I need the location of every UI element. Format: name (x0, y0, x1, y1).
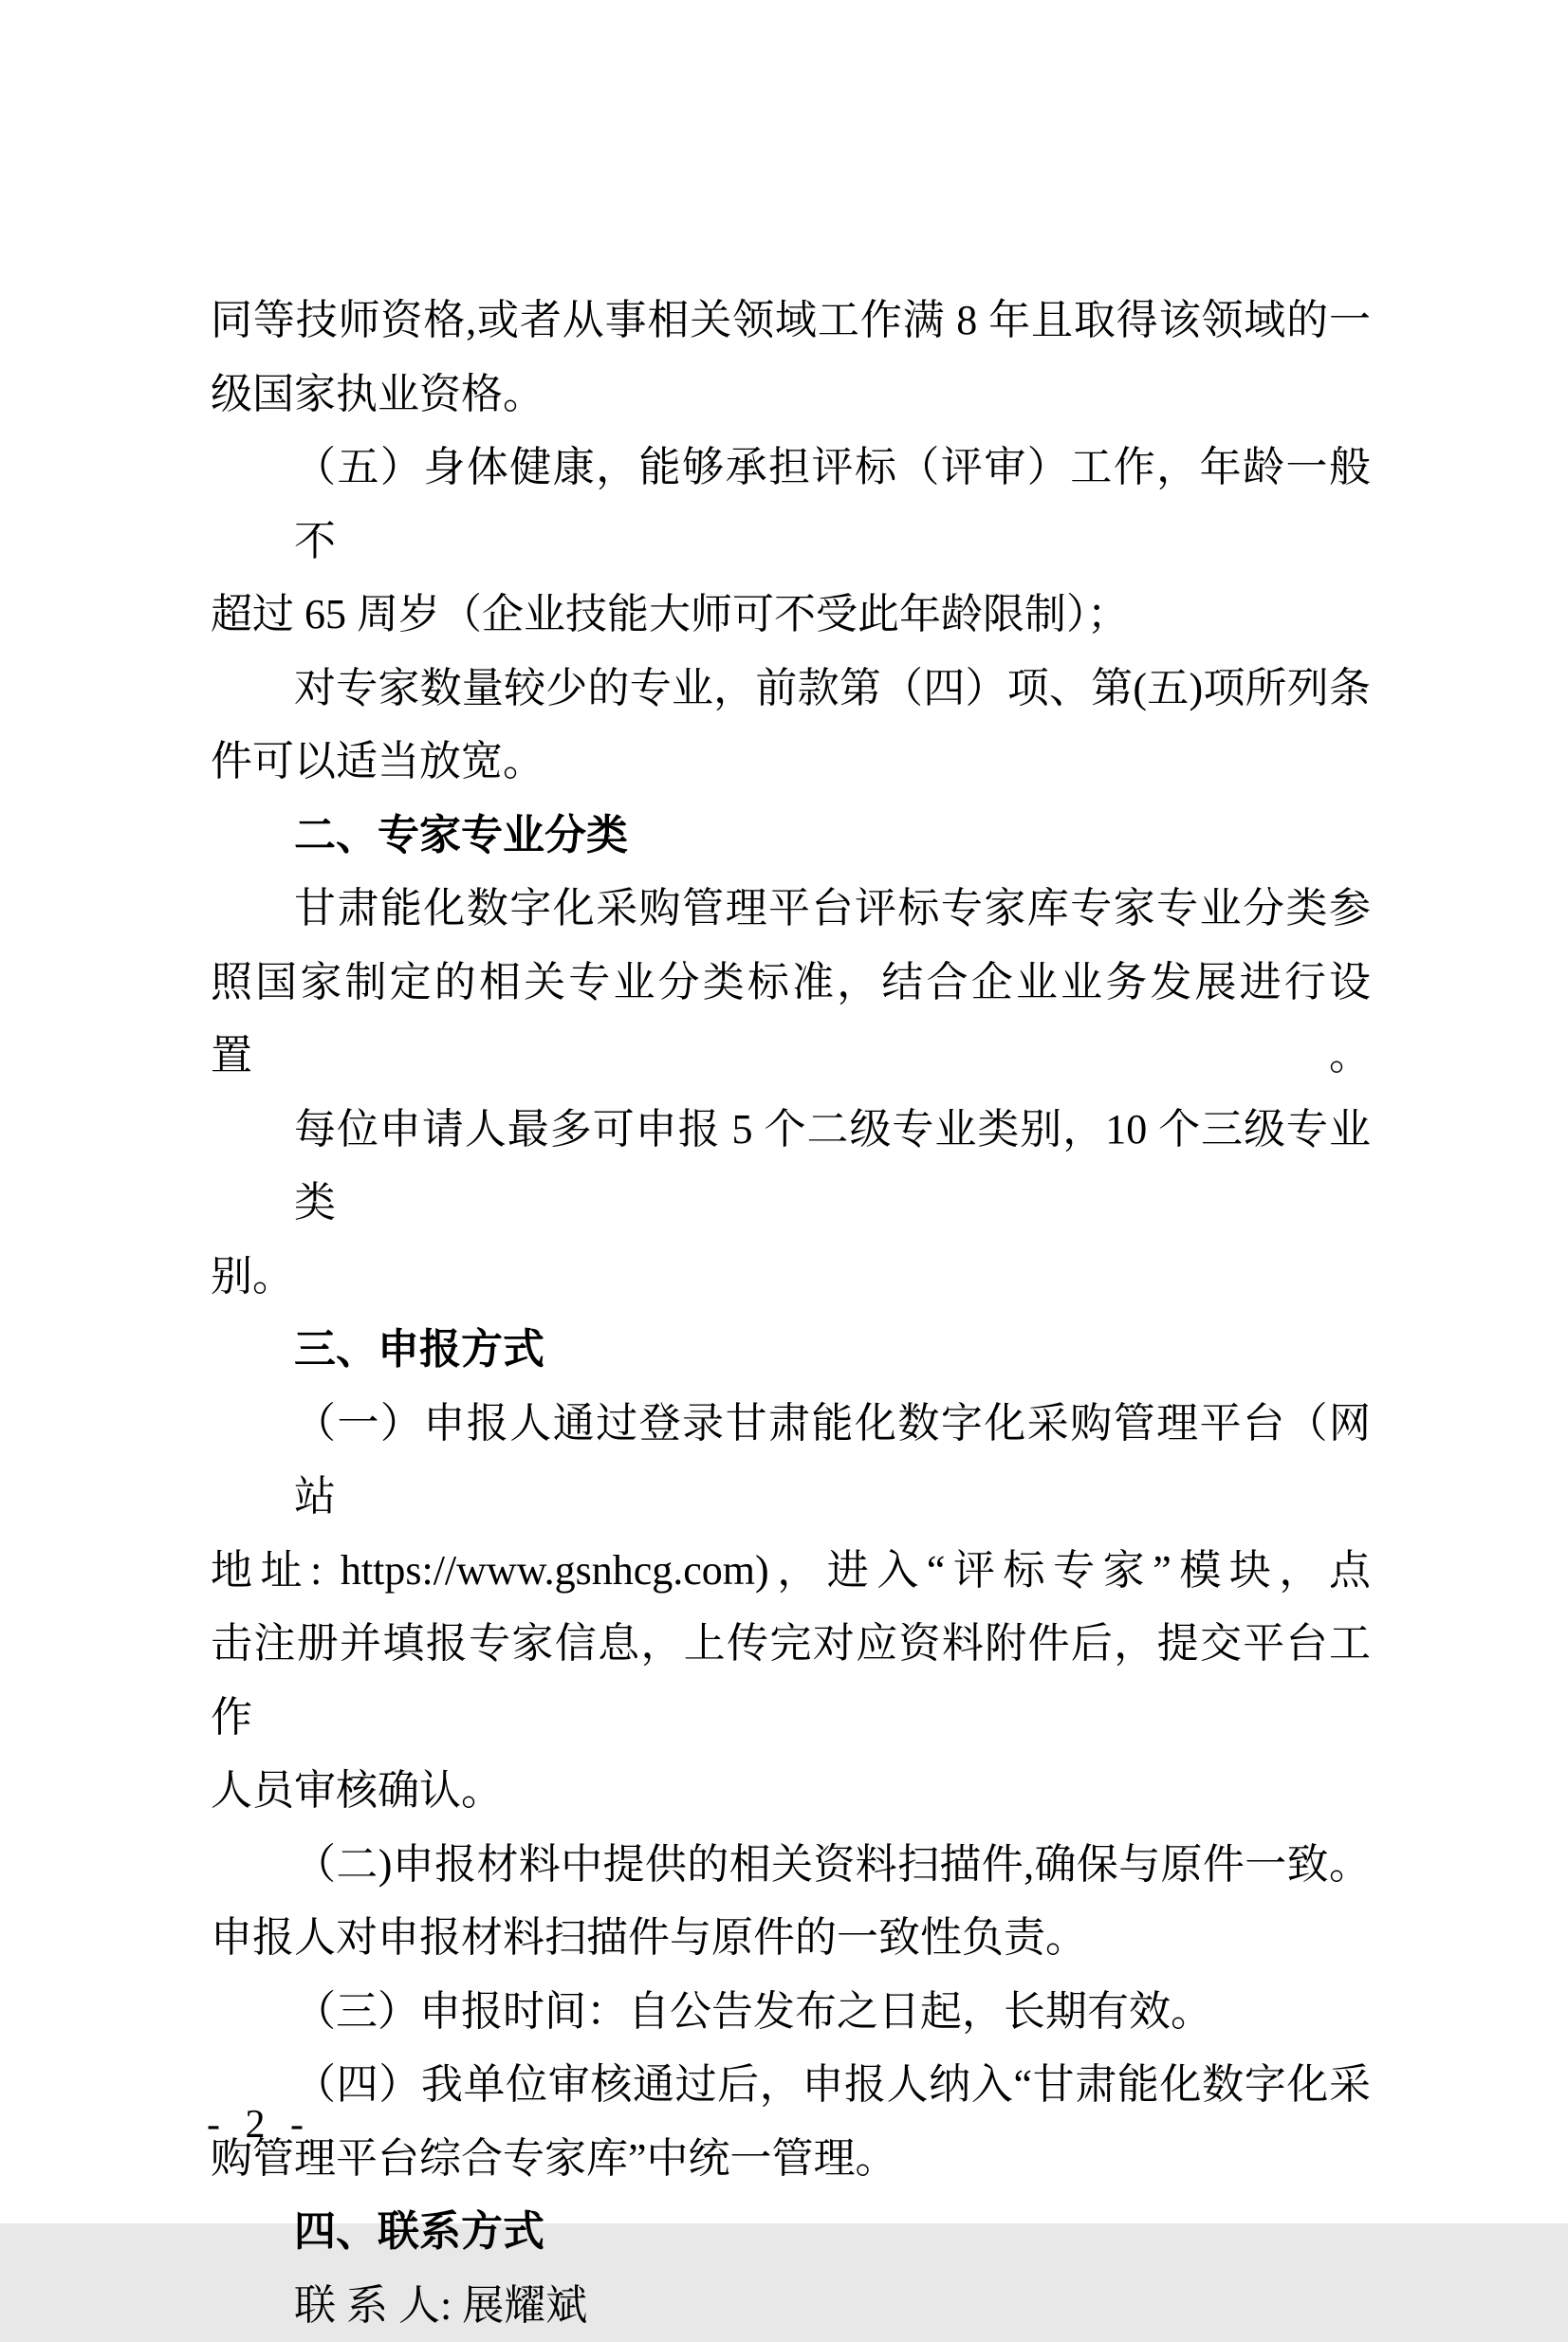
text-line: 照国家制定的相关专业分类标准，结合企业业务发展进行设置。 (211, 946, 1371, 1093)
text-line: 甘肃能化数字化采购管理平台评标专家库专家专业分类参 (211, 872, 1371, 946)
section-heading: 三、申报方式 (211, 1313, 1371, 1387)
section-heading: 二、专家专业分类 (211, 799, 1371, 873)
document-body (211, 284, 1371, 2342)
text-line: （四）我单位审核通过后，申报人纳入“甘肃能化数字化采 (211, 2048, 1371, 2122)
text-line: 申报人对申报材料扫描件与原件的一致性负责。 (211, 1901, 1371, 1975)
text-line: （二)申报材料中提供的相关资料扫描件,确保与原件一致。 (211, 1828, 1371, 1902)
text-line: 地址: https://www.gsnhcg.com)，进入“评标专家”模块，点 (211, 1534, 1371, 1608)
text-line: 购管理平台综合专家库”中统一管理。 (211, 2122, 1371, 2196)
text-line: （一）申报人通过登录甘肃能化数字化采购管理平台（网站 (211, 1387, 1371, 1534)
text-line: 别。 (211, 1240, 1371, 1314)
text-line: 击注册并填报专家信息，上传完对应资料附件后，提交平台工作 (211, 1607, 1371, 1754)
section-heading: 四、联系方式 (211, 2195, 1371, 2269)
text-line: （五）身体健康，能够承担评标（评审）工作，年龄一般不 (211, 431, 1371, 578)
text-line: 超过 65 周岁（企业技能大师可不受此年龄限制）； (211, 578, 1371, 652)
text-line: 人员审核确认。 (211, 1754, 1371, 1828)
text-line: 对专家数量较少的专业，前款第（四）项、第(五)项所列条 (211, 652, 1371, 726)
text-line: 级国家执业资格。 (211, 358, 1371, 432)
text-line: 同等技师资格,或者从事相关领域工作满 8 年且取得该领域的一 (211, 284, 1371, 358)
text-line: 联 系 人: 展耀斌 (211, 2269, 1371, 2342)
text-line: （三）申报时间：自公告发布之日起，长期有效。 (211, 1975, 1371, 2049)
page-number: - 2 - (207, 2101, 311, 2148)
text-line: 件可以适当放宽。 (211, 725, 1371, 799)
text-line: 每位申请人最多可申报 5 个二级专业类别，10 个三级专业类 (211, 1093, 1371, 1240)
